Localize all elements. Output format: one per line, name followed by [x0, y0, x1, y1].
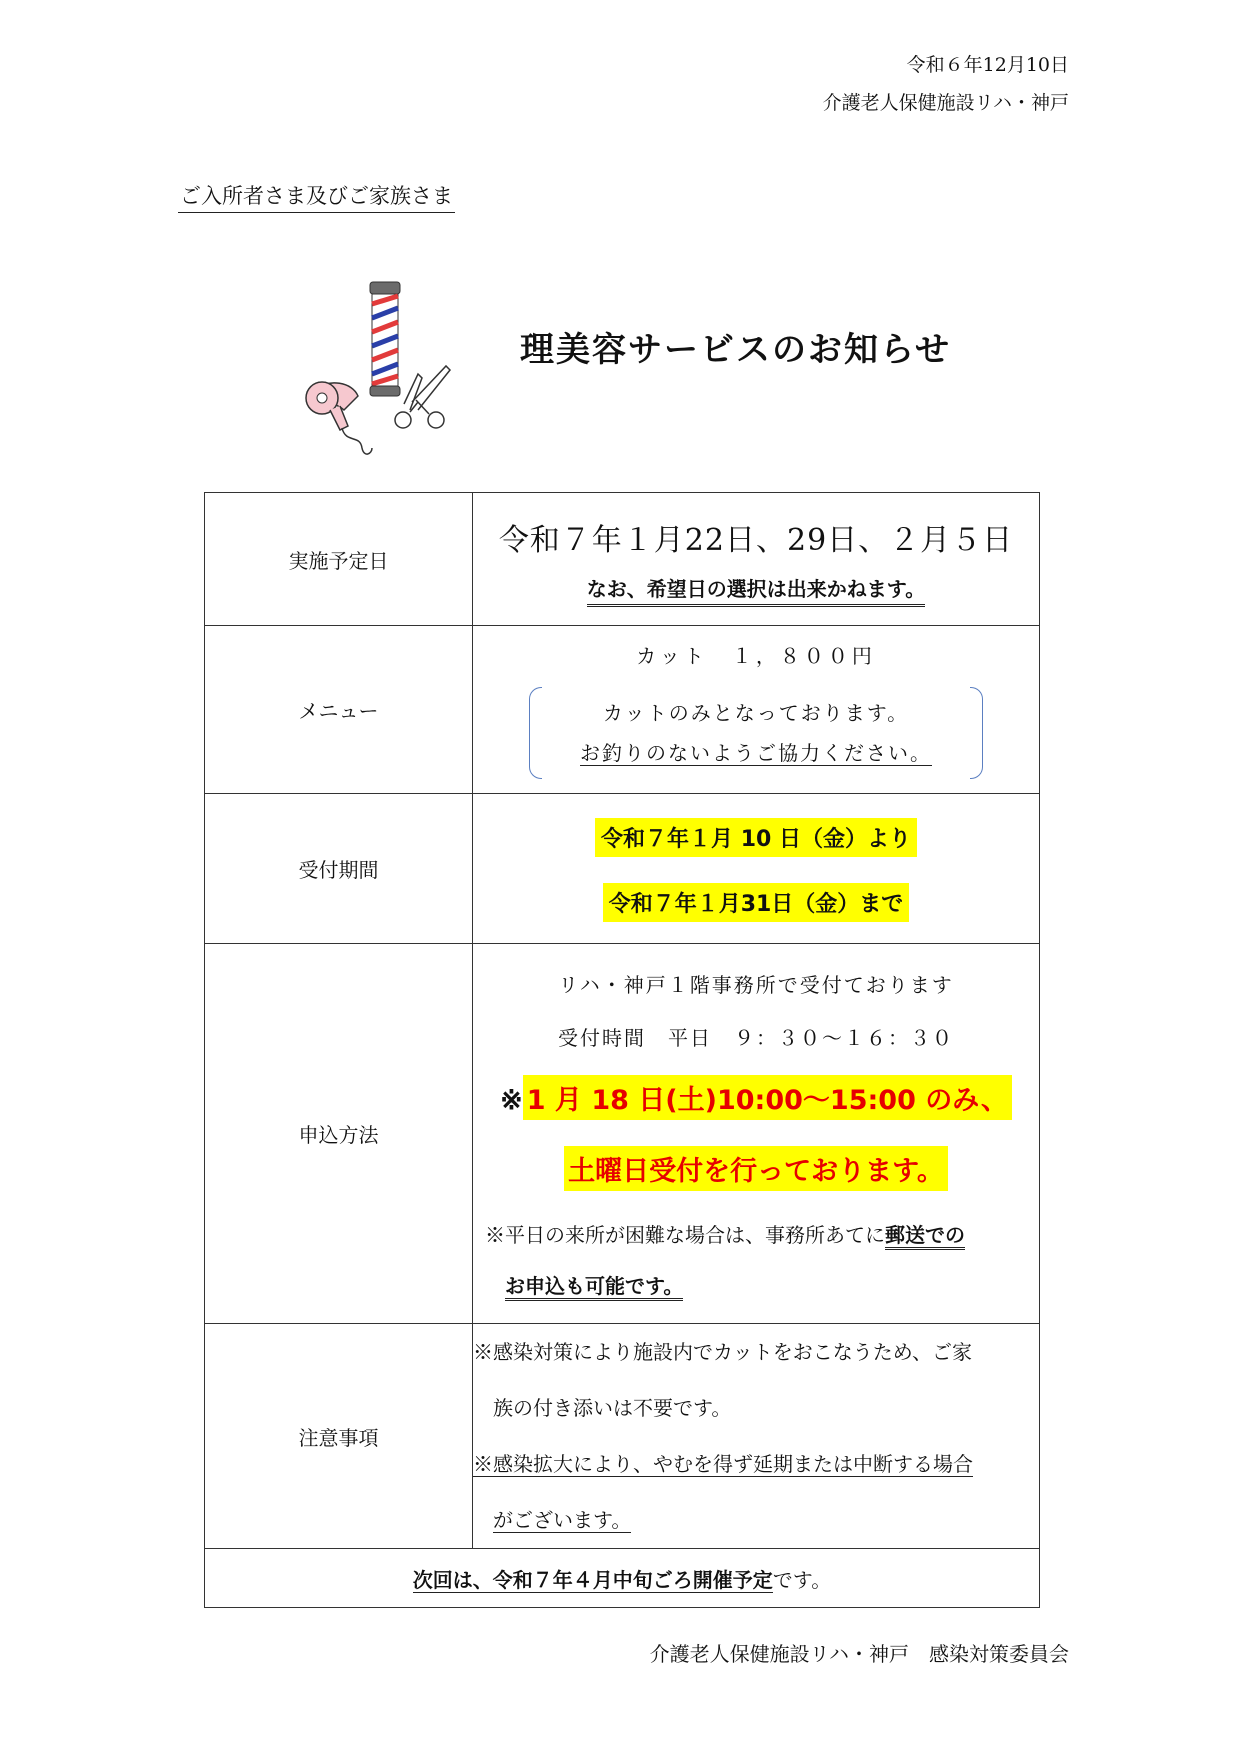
schedule-row [205, 493, 1040, 626]
mail-note-bold1: 郵送での [885, 1223, 965, 1250]
period-row [205, 794, 1040, 944]
menu-label: メニュー [205, 626, 473, 794]
hair-dryer-icon [306, 382, 372, 454]
period-label: 受付期間 [205, 794, 473, 944]
period-end: 令和７年１月31日（金）まで [603, 883, 910, 922]
next-session-bold: 次回は、令和７年４月中旬ごろ開催予定 [412, 1567, 773, 1592]
right-bracket [970, 687, 983, 779]
schedule-label: 実施予定日 [205, 493, 473, 626]
caution-row [205, 1324, 1040, 1549]
barber-pole-icon [370, 282, 400, 396]
recipient-line: ご入所者さま及びご家族さま [178, 180, 455, 213]
schedule-dates: 令和７年１月22日、29日、２月５日 [498, 523, 1014, 558]
next-session-tail: です。 [772, 1567, 832, 1592]
page-title: 理美容サービスのお知らせ [520, 330, 951, 370]
menu-note-line1: カットのみとなっております。 [602, 701, 910, 725]
caution-note1-line2: 族の付き添いは不要です。 [493, 1396, 732, 1420]
next-session [205, 1549, 1040, 1608]
caution-content [473, 1324, 1040, 1549]
saturday-prefix: ※ [500, 1084, 523, 1116]
apply-label: 申込方法 [205, 944, 473, 1324]
left-bracket [529, 687, 542, 779]
caution-note2-line1: ※感染拡大により、やむを得ず延期または中断する場合 [473, 1452, 973, 1476]
menu-row [205, 626, 1040, 794]
apply-content [473, 944, 1040, 1324]
menu-note-line2: お釣りのないようご協力ください。 [580, 741, 932, 765]
footer-committee: 介護老人保健施設リハ・神戸 感染対策委員会 [649, 1642, 1069, 1666]
menu-price: カット １，８００円 [636, 644, 876, 668]
caution-label: 注意事項 [205, 1324, 473, 1549]
apply-location: リハ・神戸１階事務所で受付ております [558, 972, 954, 997]
menu-content [473, 626, 1040, 794]
document-date: 令和６年12月10日 [906, 54, 1069, 76]
info-table [204, 492, 1040, 1608]
mail-note-text: ※平日の来所が困難な場合は、事務所あてに [485, 1222, 885, 1247]
schedule-content [473, 493, 1040, 626]
menu-note [541, 687, 971, 779]
apply-hours: 受付時間 平日 ９：３０～１６：３０ [558, 1025, 954, 1050]
scissors-icon [395, 366, 450, 428]
barber-illustration [300, 278, 480, 478]
saturday-line2: 土曜日受付を行っております。 [564, 1146, 948, 1191]
next-row [205, 1549, 1040, 1608]
caution-note2-line2: がございます。 [493, 1508, 632, 1532]
apply-row [205, 944, 1040, 1324]
mail-note [473, 1219, 1039, 1248]
mail-note-bold2: お申込も可能です。 [505, 1274, 683, 1301]
period-content [473, 794, 1040, 944]
period-start: 令和７年１月 10 日（金）より [595, 818, 917, 857]
organization-name: 介護老人保健施設リハ・神戸 [822, 92, 1069, 114]
saturday-line1: 1 月 18 日(土)10:00～15:00 のみ、 [523, 1075, 1012, 1120]
schedule-note: なお、希望日の選択は出来かねます。 [587, 573, 925, 607]
caution-note1-line1: ※感染対策により施設内でカットをおこなうため、ご家 [473, 1340, 972, 1364]
